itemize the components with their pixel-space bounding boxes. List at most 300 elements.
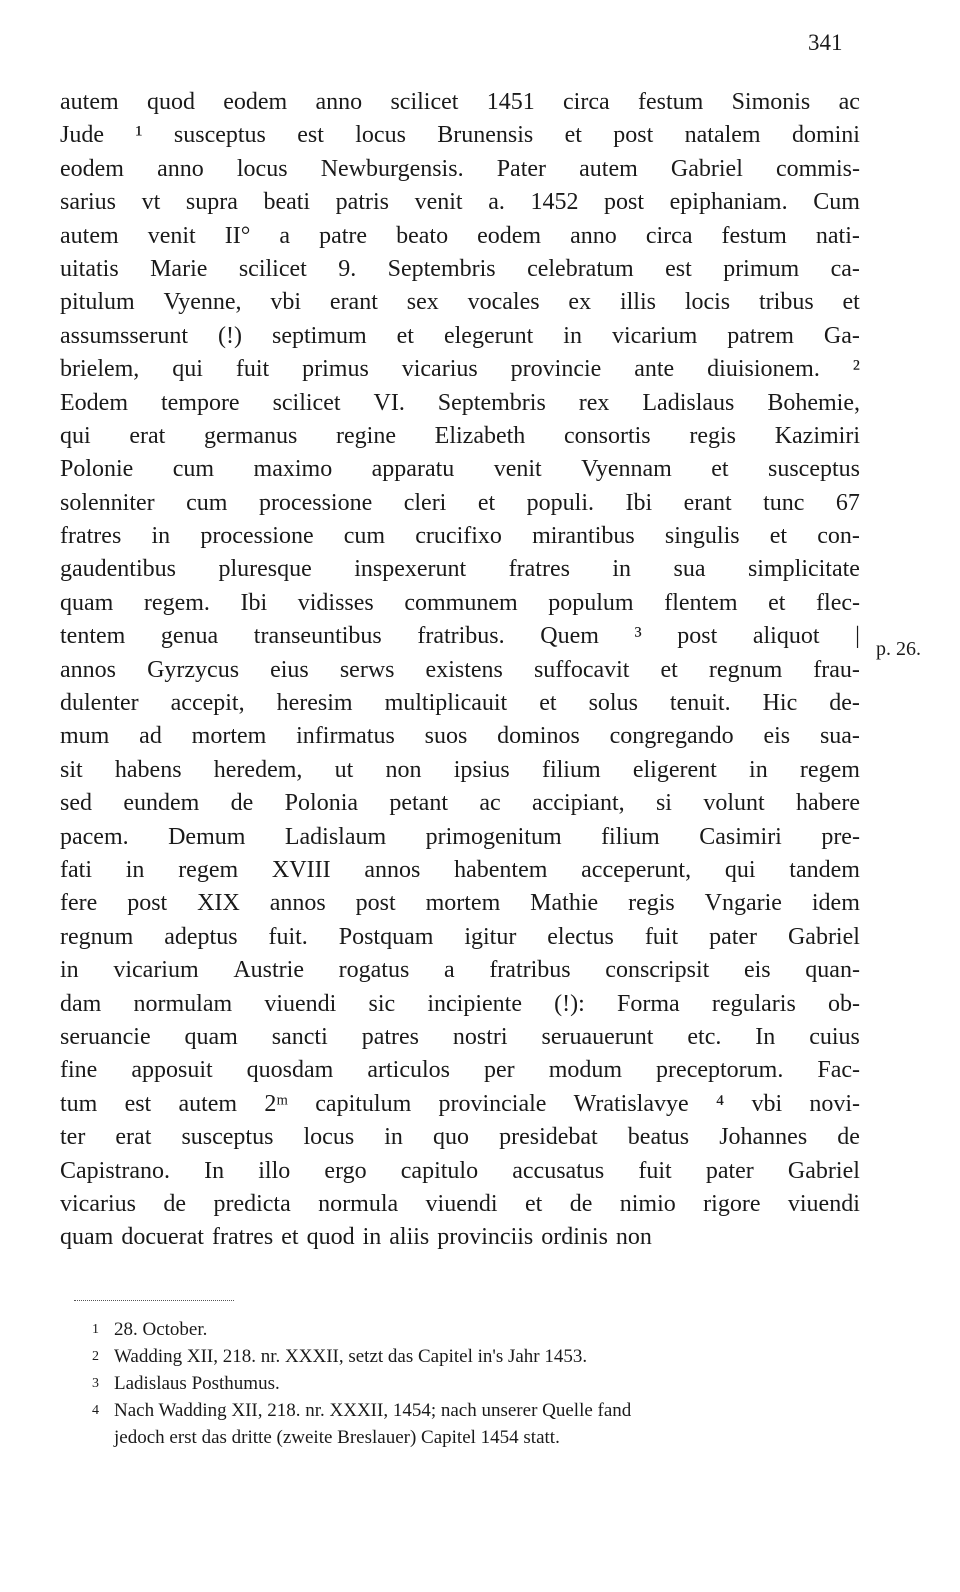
word: flentem bbox=[664, 589, 738, 616]
text-line bbox=[60, 654, 860, 687]
word: cum bbox=[172, 456, 215, 483]
word: ac bbox=[479, 790, 501, 817]
word: ex bbox=[568, 289, 592, 316]
word: vicarius bbox=[401, 356, 478, 383]
word: viuendi bbox=[264, 990, 337, 1017]
word: sic bbox=[368, 990, 396, 1017]
word: 67 bbox=[835, 489, 860, 516]
word: et bbox=[711, 456, 729, 483]
word: aliis bbox=[389, 1224, 430, 1251]
word: eius bbox=[270, 656, 309, 683]
word: pacem. bbox=[60, 823, 129, 850]
word: articulos bbox=[367, 1057, 450, 1084]
word: suos bbox=[424, 723, 468, 750]
word: quam bbox=[60, 589, 114, 616]
word: tunc bbox=[763, 489, 805, 516]
word: Jude bbox=[60, 122, 104, 149]
word: suffocavit bbox=[533, 656, 630, 683]
word: natalem bbox=[684, 122, 761, 149]
word: ergo bbox=[324, 1157, 367, 1184]
word: mortem bbox=[425, 890, 501, 917]
text-line bbox=[60, 186, 860, 219]
text-line bbox=[60, 420, 860, 453]
word: Austrie bbox=[233, 957, 304, 984]
word: fratres bbox=[508, 556, 570, 583]
word: domini bbox=[791, 122, 860, 149]
word: acceperunt, bbox=[581, 856, 692, 883]
word: et bbox=[477, 489, 496, 516]
word: eodem bbox=[60, 155, 124, 182]
word: regem. bbox=[143, 589, 210, 616]
text-line bbox=[60, 720, 860, 753]
word: fratribus. bbox=[417, 623, 505, 650]
footnote bbox=[92, 1370, 872, 1397]
word: sed bbox=[60, 790, 92, 817]
word: annos bbox=[269, 890, 326, 917]
footnote bbox=[92, 1316, 872, 1343]
word: anno bbox=[157, 155, 204, 182]
word: primogenitum bbox=[425, 823, 562, 850]
footnotes bbox=[92, 1316, 872, 1451]
word: seruauerunt bbox=[541, 1023, 654, 1050]
text-line bbox=[60, 520, 860, 553]
word: ter bbox=[60, 1124, 86, 1151]
word: presidebat bbox=[499, 1124, 598, 1151]
word: Gyrzycus bbox=[147, 656, 240, 683]
word: Vngarie bbox=[704, 890, 782, 917]
text-line bbox=[60, 687, 860, 720]
word: qui bbox=[724, 856, 756, 883]
word: in bbox=[151, 523, 171, 550]
footnote-text: Wadding XII, 218. nr. XXXII, setzt das Capitel in's Jahr 1453. bbox=[114, 1346, 588, 1367]
word: ¹ bbox=[135, 122, 143, 149]
word: existens bbox=[425, 656, 503, 683]
text-line bbox=[60, 320, 860, 353]
word: processione bbox=[200, 523, 314, 550]
word: cum bbox=[343, 523, 386, 550]
word: Gabriel bbox=[787, 1157, 860, 1184]
word: Hic bbox=[762, 690, 798, 717]
word: Vyenne, bbox=[163, 289, 242, 316]
word: modum bbox=[548, 1057, 623, 1084]
word: Fac- bbox=[817, 1057, 860, 1084]
word: (!) bbox=[218, 322, 242, 349]
word: regis bbox=[628, 890, 675, 917]
word: quosdam bbox=[246, 1057, 334, 1084]
word: annos bbox=[364, 856, 421, 883]
word: viuendi bbox=[787, 1190, 860, 1217]
word: et bbox=[281, 1224, 299, 1251]
word: eodem bbox=[223, 89, 288, 115]
word: II° bbox=[224, 222, 251, 249]
word: venit bbox=[414, 189, 463, 216]
word: filium bbox=[601, 823, 660, 850]
word: in bbox=[60, 957, 79, 984]
word: singulis bbox=[664, 523, 740, 550]
word: anno bbox=[315, 89, 363, 115]
word: vbi bbox=[751, 1090, 783, 1117]
word: vbi bbox=[270, 289, 302, 316]
word: normula bbox=[318, 1190, 399, 1217]
word: Ladislaus bbox=[642, 389, 735, 416]
word: habens bbox=[114, 756, 182, 783]
word: fuit bbox=[235, 356, 270, 383]
word: apposuit bbox=[131, 1057, 213, 1084]
word: locus bbox=[236, 155, 288, 182]
word: Simonis bbox=[731, 89, 811, 115]
footnote-text: Ladislaus Posthumus. bbox=[114, 1373, 280, 1394]
word: ante bbox=[634, 356, 675, 383]
word: epiphaniam. bbox=[669, 189, 788, 216]
word: 1452 bbox=[530, 189, 579, 216]
word: sit bbox=[60, 756, 83, 783]
text-line bbox=[60, 821, 860, 854]
word: etc. bbox=[687, 1023, 722, 1050]
word: in bbox=[362, 1224, 382, 1251]
word: tentem bbox=[60, 623, 126, 650]
text-line bbox=[60, 1054, 860, 1087]
word: autem bbox=[579, 155, 638, 182]
word: sex bbox=[406, 289, 439, 316]
word: vicarius bbox=[60, 1190, 136, 1217]
word: Vyennam bbox=[581, 456, 672, 483]
word: pre- bbox=[821, 823, 860, 850]
word: serws bbox=[339, 656, 395, 683]
text-line bbox=[60, 553, 860, 586]
word: quam bbox=[184, 1023, 238, 1050]
word: frau- bbox=[813, 656, 860, 683]
margin-note: p. 26. bbox=[876, 638, 921, 660]
footnote-text: 28. October. bbox=[114, 1319, 208, 1340]
word: commis- bbox=[775, 155, 860, 182]
word: regnum bbox=[708, 656, 783, 683]
word: infirmatus bbox=[296, 723, 395, 750]
word: solenniter bbox=[60, 489, 155, 516]
footnote bbox=[92, 1343, 872, 1370]
word: locis bbox=[684, 289, 731, 316]
text-line bbox=[60, 353, 860, 386]
word: Pater bbox=[496, 155, 546, 182]
text-line bbox=[60, 220, 860, 253]
word: ² bbox=[852, 356, 860, 383]
word: susceptus bbox=[768, 456, 860, 483]
word: de bbox=[837, 1124, 860, 1151]
word: celebratum bbox=[527, 255, 634, 282]
word: sancti bbox=[271, 1023, 328, 1050]
word: per bbox=[484, 1057, 515, 1084]
word: erat bbox=[115, 1124, 152, 1151]
word: Cum bbox=[813, 189, 860, 216]
word: con- bbox=[817, 523, 860, 550]
word: est bbox=[297, 122, 324, 149]
word: eodem bbox=[477, 222, 542, 249]
word: scilicet bbox=[272, 389, 341, 416]
word: tenuit. bbox=[669, 690, 731, 717]
text-line bbox=[60, 754, 860, 787]
word: habentem bbox=[454, 856, 548, 883]
word: idem bbox=[811, 890, 860, 917]
word: pater bbox=[705, 1157, 754, 1184]
word: scilicet bbox=[238, 255, 307, 282]
word: habere bbox=[796, 790, 860, 817]
word: Gabriel bbox=[670, 155, 743, 182]
word: venit bbox=[147, 222, 196, 249]
word: a bbox=[443, 957, 455, 984]
text-line bbox=[60, 387, 860, 420]
word: primum bbox=[723, 255, 800, 282]
word: VI. bbox=[373, 389, 405, 416]
word: non bbox=[615, 1224, 652, 1251]
word: Ibi bbox=[625, 489, 653, 516]
footnote bbox=[92, 1397, 872, 1424]
word: fratres bbox=[60, 523, 122, 550]
word: (!): bbox=[554, 990, 585, 1017]
word: regem bbox=[799, 756, 860, 783]
word: Kazimiri bbox=[774, 422, 860, 449]
word: erat bbox=[129, 422, 166, 449]
word: post bbox=[613, 122, 654, 149]
word: post bbox=[604, 189, 645, 216]
word: Septembris bbox=[387, 255, 496, 282]
word: preceptorum. bbox=[656, 1057, 784, 1084]
word: tandem bbox=[789, 856, 860, 883]
word: vidisses bbox=[297, 589, 374, 616]
word: de bbox=[569, 1190, 593, 1217]
word: quod bbox=[306, 1224, 355, 1251]
word: Newburgensis. bbox=[320, 155, 464, 182]
word: dulenter bbox=[60, 690, 139, 717]
word: festum bbox=[721, 222, 787, 249]
word: rigore bbox=[703, 1190, 761, 1217]
word: tribus bbox=[759, 289, 814, 316]
footnote-rule bbox=[74, 1300, 234, 1301]
word: illis bbox=[619, 289, 656, 316]
word: et bbox=[660, 656, 678, 683]
word: Elizabeth bbox=[434, 422, 526, 449]
word: capitulo bbox=[400, 1157, 479, 1184]
word: diuisionem. bbox=[707, 356, 820, 383]
word: Ibi bbox=[240, 589, 268, 616]
word: pitulum bbox=[60, 289, 135, 316]
word: in bbox=[125, 856, 145, 883]
text-line bbox=[60, 787, 860, 820]
word: susceptus bbox=[173, 122, 266, 149]
word: elegerunt bbox=[443, 322, 534, 349]
word: et bbox=[768, 589, 786, 616]
word: vicarium bbox=[611, 322, 698, 349]
word: ³ bbox=[634, 623, 642, 650]
word: sua bbox=[673, 556, 706, 583]
word: populum bbox=[548, 589, 634, 616]
word: eis bbox=[763, 723, 791, 750]
word: simplicitate bbox=[747, 556, 860, 583]
text-line bbox=[60, 487, 860, 520]
word: fratribus bbox=[489, 957, 571, 984]
word: fati bbox=[60, 856, 92, 883]
word: sua- bbox=[819, 723, 860, 750]
word: Ladislaum bbox=[284, 823, 387, 850]
word: de bbox=[230, 790, 254, 817]
text-line bbox=[60, 988, 860, 1021]
word: regularis bbox=[711, 990, 796, 1017]
word: tempore bbox=[160, 389, 240, 416]
word: scilicet bbox=[390, 89, 459, 115]
text-line bbox=[60, 921, 860, 954]
word: mirantibus bbox=[532, 523, 635, 550]
word: germanus bbox=[204, 422, 298, 449]
word: erant bbox=[683, 489, 732, 516]
text-line bbox=[60, 453, 860, 486]
word: quod bbox=[146, 89, 195, 115]
word: post bbox=[127, 890, 168, 917]
word: uitatis bbox=[60, 255, 119, 282]
word: gaudentibus bbox=[60, 556, 176, 583]
word: in bbox=[384, 1124, 403, 1151]
word: volunt bbox=[703, 790, 765, 817]
word: | bbox=[855, 623, 860, 650]
text-line bbox=[60, 854, 860, 887]
word: 1451 bbox=[486, 89, 535, 115]
text-line bbox=[60, 587, 860, 620]
word: ordinis bbox=[541, 1224, 608, 1251]
text-line bbox=[60, 1155, 860, 1188]
word: viuendi bbox=[425, 1190, 498, 1217]
word: filium bbox=[541, 756, 601, 783]
text-line bbox=[60, 1021, 860, 1054]
word: flec- bbox=[816, 589, 860, 616]
word: patris bbox=[335, 189, 389, 216]
word: quan- bbox=[805, 957, 860, 984]
text-line bbox=[60, 153, 860, 186]
word: autem bbox=[60, 89, 119, 115]
word: vicarium bbox=[113, 957, 199, 984]
word: fuit bbox=[644, 923, 679, 950]
text-line bbox=[60, 1188, 860, 1221]
word: qui bbox=[172, 356, 203, 383]
word: rogatus bbox=[338, 957, 410, 984]
text-line bbox=[60, 887, 860, 920]
word: provinciis bbox=[437, 1224, 534, 1251]
word: accipiant, bbox=[532, 790, 625, 817]
word: heresim bbox=[276, 690, 353, 717]
word: transeuntibus bbox=[253, 623, 382, 650]
footnote bbox=[92, 1424, 872, 1451]
word: eis bbox=[743, 957, 771, 984]
word: adeptus bbox=[164, 923, 238, 950]
footnote-number: 4 bbox=[92, 1403, 99, 1418]
word: ca- bbox=[830, 255, 860, 282]
word: Bohemie, bbox=[767, 389, 860, 416]
word: novi- bbox=[809, 1090, 860, 1117]
word: solus bbox=[588, 690, 638, 717]
word: heredem, bbox=[213, 756, 303, 783]
text-line bbox=[60, 119, 860, 152]
text-line bbox=[60, 1121, 860, 1154]
word: sarius bbox=[60, 189, 116, 216]
word: si bbox=[655, 790, 672, 817]
footnote-text: Nach Wadding XII, 218. nr. XXXII, 1454; nach unserer Quelle fand bbox=[114, 1400, 632, 1421]
word: ipsius bbox=[453, 756, 510, 783]
word: vocales bbox=[467, 289, 540, 316]
word: fere bbox=[60, 890, 98, 917]
word: annos bbox=[60, 656, 116, 683]
word: autem bbox=[178, 1090, 238, 1117]
word: pluresque bbox=[218, 556, 312, 583]
footnote-number: 3 bbox=[92, 1376, 99, 1391]
word: genua bbox=[160, 623, 219, 650]
word: Brunensis bbox=[437, 122, 534, 149]
word: post bbox=[355, 890, 396, 917]
word: cum bbox=[186, 489, 228, 516]
word: ad bbox=[139, 723, 162, 750]
word: docuerat bbox=[121, 1224, 204, 1251]
word: patre bbox=[319, 222, 368, 249]
text-line bbox=[60, 286, 860, 319]
body-text bbox=[60, 86, 860, 1255]
word: processione bbox=[258, 489, 373, 516]
word: Polonia bbox=[284, 790, 359, 817]
word: ac bbox=[838, 89, 860, 115]
word: et bbox=[396, 322, 414, 349]
word: 9. bbox=[338, 255, 357, 282]
word: in bbox=[612, 556, 632, 583]
word: est bbox=[665, 255, 692, 282]
word: regnum bbox=[60, 923, 134, 950]
word: normulam bbox=[133, 990, 233, 1017]
word: electus bbox=[547, 923, 614, 950]
word: 2ᵐ bbox=[264, 1090, 289, 1117]
word: Gabriel bbox=[787, 923, 860, 950]
text-line bbox=[60, 620, 860, 653]
word: a. bbox=[488, 189, 505, 216]
word: non bbox=[385, 756, 422, 783]
word: fuit. bbox=[268, 923, 308, 950]
word: Quem bbox=[540, 623, 599, 650]
word: illo bbox=[258, 1157, 291, 1184]
word: post bbox=[677, 623, 718, 650]
word: nati- bbox=[815, 222, 860, 249]
word: patres bbox=[361, 1023, 419, 1050]
word: inspexerunt bbox=[354, 556, 467, 583]
word: et bbox=[769, 523, 788, 550]
word: et bbox=[842, 289, 860, 316]
word: in bbox=[563, 322, 582, 349]
word: locus bbox=[355, 122, 406, 149]
word: Wratislavye bbox=[573, 1090, 689, 1117]
word: consortis bbox=[563, 422, 651, 449]
word: susceptus bbox=[181, 1124, 274, 1151]
word: circa bbox=[645, 222, 693, 249]
word: autem bbox=[60, 222, 119, 249]
word: erant bbox=[329, 289, 378, 316]
word: ut bbox=[334, 756, 354, 783]
text-line bbox=[60, 86, 860, 119]
word: In bbox=[204, 1157, 225, 1184]
word: nostri bbox=[452, 1023, 508, 1050]
word: locus bbox=[303, 1124, 355, 1151]
word: igitur bbox=[464, 923, 517, 950]
text-line bbox=[60, 1221, 860, 1254]
word: mortem bbox=[191, 723, 267, 750]
word: Polonie bbox=[60, 456, 134, 483]
word: provinciale bbox=[438, 1090, 547, 1117]
word: cleri bbox=[403, 489, 447, 516]
word: de- bbox=[829, 690, 860, 717]
word: Postquam bbox=[338, 923, 434, 950]
footnote-number: 2 bbox=[92, 1349, 99, 1364]
word: Eodem bbox=[60, 389, 128, 416]
word: aliquot bbox=[752, 623, 820, 650]
